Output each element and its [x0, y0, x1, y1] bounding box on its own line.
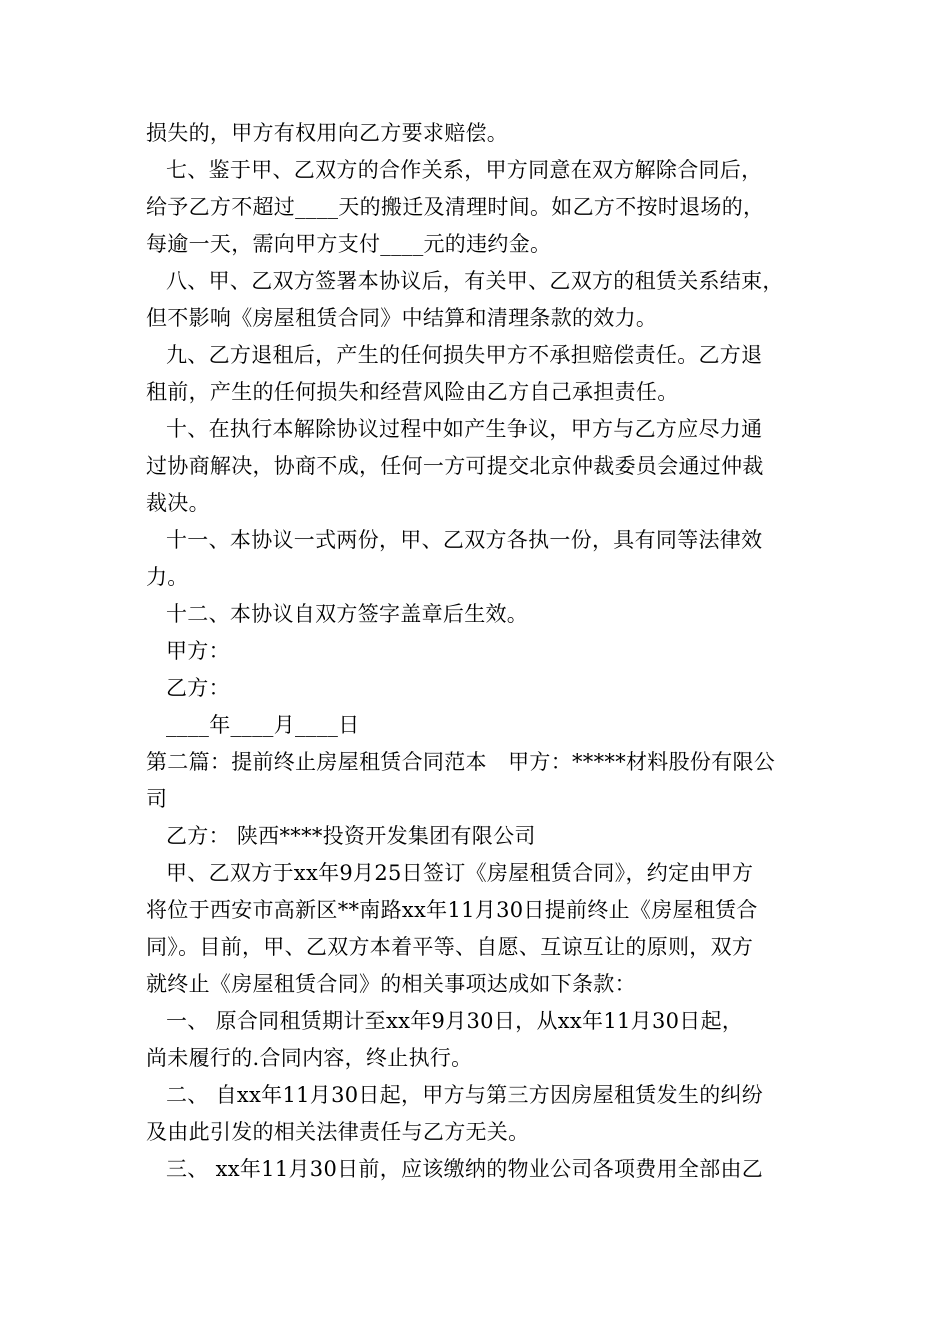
text-line: 九、乙方退租后，产生的任何损失甲方不承担赔偿责任。乙方退	[166, 343, 763, 367]
signature-date: ____年____月____日	[166, 713, 360, 737]
signature-party-b: 乙方：	[166, 676, 230, 700]
text-line: 尚未履行的.合同内容，终止执行。	[146, 1046, 473, 1070]
text-line: 给予乙方不超过____天的搬迁及清理时间。如乙方不按时退场的，	[146, 195, 765, 219]
text-line: 损失的，甲方有权用向乙方要求赔偿。	[146, 121, 509, 145]
text-line: 同》。目前，甲、乙双方本着平等、自愿、互谅互让的原则，双方	[146, 935, 754, 959]
text-line: 但不影响《房屋租赁合同》中结算和清理条款的效力。	[146, 306, 658, 330]
text-line: 过协商解决，协商不成，任何一方可提交北京仲裁委员会通过仲裁	[146, 454, 764, 478]
text-line: 租前，产生的任何损失和经营风险由乙方自己承担责任。	[146, 380, 679, 404]
text-line: 力。	[146, 565, 189, 589]
text-line: 十二、本协议自双方签字盖章后生效。	[166, 602, 529, 626]
section-heading-continued: 司	[146, 787, 168, 811]
text-line: 一、 原合同租赁期计至xx年9月30日，从xx年11月30日起，	[166, 1009, 744, 1033]
text-line: 三、 xx年11月30日前，应该缴纳的物业公司各项费用全部由乙	[166, 1157, 764, 1181]
text-line: 裁决。	[146, 491, 210, 515]
signature-party-a: 甲方：	[166, 639, 230, 663]
document-body	[146, 115, 816, 1188]
text-line: 将位于西安市高新区**南路xx年11月30日提前终止《房屋租赁合	[146, 898, 758, 922]
text-line: 甲、乙双方于xx年9月25日签订《房屋租赁合同》，约定由甲方	[166, 861, 754, 885]
text-line: 二、 自xx年11月30日起，甲方与第三方因房屋租赁发生的纠纷	[166, 1083, 764, 1107]
section-heading: 第二篇：提前终止房屋租赁合同范本 甲方：*****材料股份有限公	[146, 750, 776, 774]
text-line: 每逾一天，需向甲方支付____元的违约金。	[146, 232, 552, 256]
text-line: 及由此引发的相关法律责任与乙方无关。	[146, 1120, 530, 1144]
text-line: 就终止《房屋租赁合同》的相关事项达成如下条款：	[146, 972, 636, 996]
text-line: 七、鉴于甲、乙双方的合作关系，甲方同意在双方解除合同后，	[166, 158, 763, 182]
text-line: 八、甲、乙双方签署本协议后，有关甲、乙双方的租赁关系结束，	[166, 269, 784, 293]
text-line: 十一、本协议一式两份，甲、乙双方各执一份，具有同等法律效	[166, 528, 763, 552]
party-b-name: 乙方： 陕西****投资开发集团有限公司	[166, 824, 536, 848]
text-line: 十、在执行本解除协议过程中如产生争议，甲方与乙方应尽力通	[166, 417, 763, 441]
